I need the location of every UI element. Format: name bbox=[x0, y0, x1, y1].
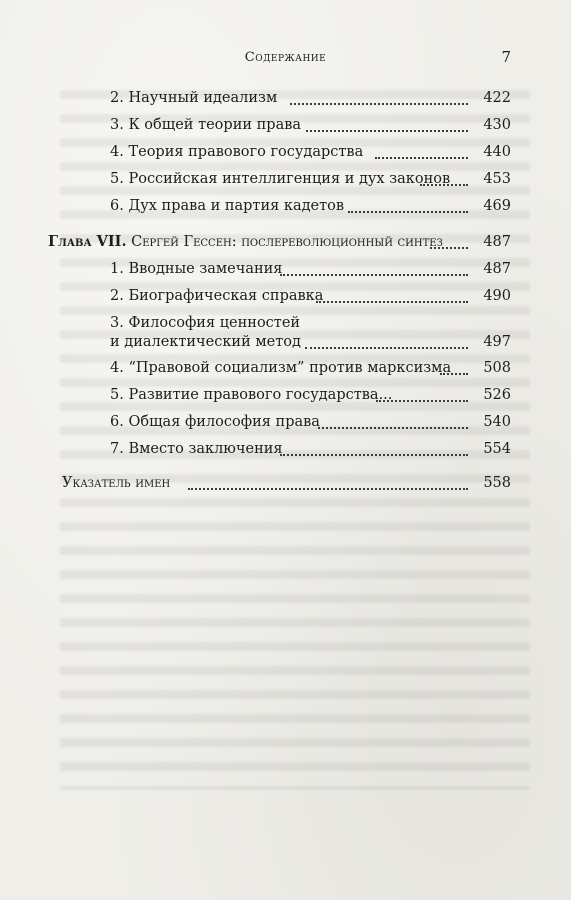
entry-title: Научный идеализм bbox=[128, 90, 278, 106]
entry-page: 508 bbox=[483, 360, 511, 376]
chapter-title: Сергей Гессен: послереволюционный синтез bbox=[131, 234, 443, 250]
dot-leader bbox=[316, 299, 468, 303]
entry-title: Теория правового государства bbox=[128, 144, 364, 160]
entry-title: Общая философия права bbox=[128, 414, 320, 430]
entry-number: 5. bbox=[110, 387, 124, 403]
entry-number: 6. bbox=[110, 198, 124, 214]
entry-page: 487 bbox=[483, 234, 511, 250]
entry-number: 6. bbox=[110, 414, 124, 430]
entry-number: 3. bbox=[110, 117, 124, 133]
dot-leader bbox=[318, 425, 468, 429]
entry-number: 4. bbox=[110, 360, 124, 376]
entry-page: 558 bbox=[483, 475, 511, 491]
dot-leader bbox=[290, 101, 468, 105]
entry-number: 2. bbox=[110, 288, 124, 304]
entry-title: “Правовой социализм” против марксизма bbox=[128, 360, 452, 376]
entry-page: 540 bbox=[483, 414, 511, 430]
entry-page: 430 bbox=[483, 117, 511, 133]
dot-leader bbox=[306, 128, 468, 132]
entry-page: 440 bbox=[483, 144, 511, 160]
entry-page: 422 bbox=[483, 90, 511, 106]
entry-title-line2: и диалектический метод bbox=[110, 334, 301, 350]
page-number: 7 bbox=[501, 48, 511, 66]
running-head-title: Содержание bbox=[244, 50, 327, 65]
toc-entry bbox=[0, 314, 571, 354]
dot-leader bbox=[305, 345, 468, 349]
dot-leader bbox=[420, 182, 468, 186]
dot-leader bbox=[376, 398, 468, 402]
running-head bbox=[0, 50, 571, 72]
entry-title: Развитие правового государства... bbox=[128, 387, 393, 403]
entry-title: Биографическая справка bbox=[128, 288, 324, 304]
entry-page: 487 bbox=[483, 261, 511, 277]
entry-page: 554 bbox=[483, 441, 511, 457]
entry-page: 490 bbox=[483, 288, 511, 304]
dot-leader bbox=[348, 209, 468, 213]
entry-number: 4. bbox=[110, 144, 124, 160]
entry-title: Российская интеллигенция и дух законов bbox=[128, 171, 451, 187]
entry-number: 5. bbox=[110, 171, 124, 187]
entry-title: Вводные замечания bbox=[128, 261, 283, 277]
dot-leader bbox=[280, 272, 468, 276]
entry-title: Вместо заключения bbox=[128, 441, 283, 457]
entry-number: 1. bbox=[110, 261, 124, 277]
index-title: Указатель имен bbox=[62, 475, 171, 491]
dot-leader bbox=[430, 245, 468, 249]
entry-title-line1: Философия ценностей bbox=[128, 315, 301, 331]
entry-number: 3. bbox=[110, 315, 124, 331]
entry-number: 7. bbox=[110, 441, 124, 457]
entry-page: 526 bbox=[483, 387, 511, 403]
entry-page: 453 bbox=[483, 171, 511, 187]
entry-number: 2. bbox=[110, 90, 124, 106]
entry-page: 469 bbox=[483, 198, 511, 214]
chapter-label: Глава VII. bbox=[48, 233, 127, 250]
dot-leader bbox=[280, 452, 468, 456]
dot-leader bbox=[440, 371, 468, 375]
dot-leader bbox=[375, 155, 468, 159]
entry-title: Дух права и партия кадетов bbox=[128, 198, 345, 214]
entry-title: К общей теории права bbox=[128, 117, 302, 133]
dot-leader bbox=[188, 486, 468, 490]
entry-page: 497 bbox=[483, 334, 511, 350]
